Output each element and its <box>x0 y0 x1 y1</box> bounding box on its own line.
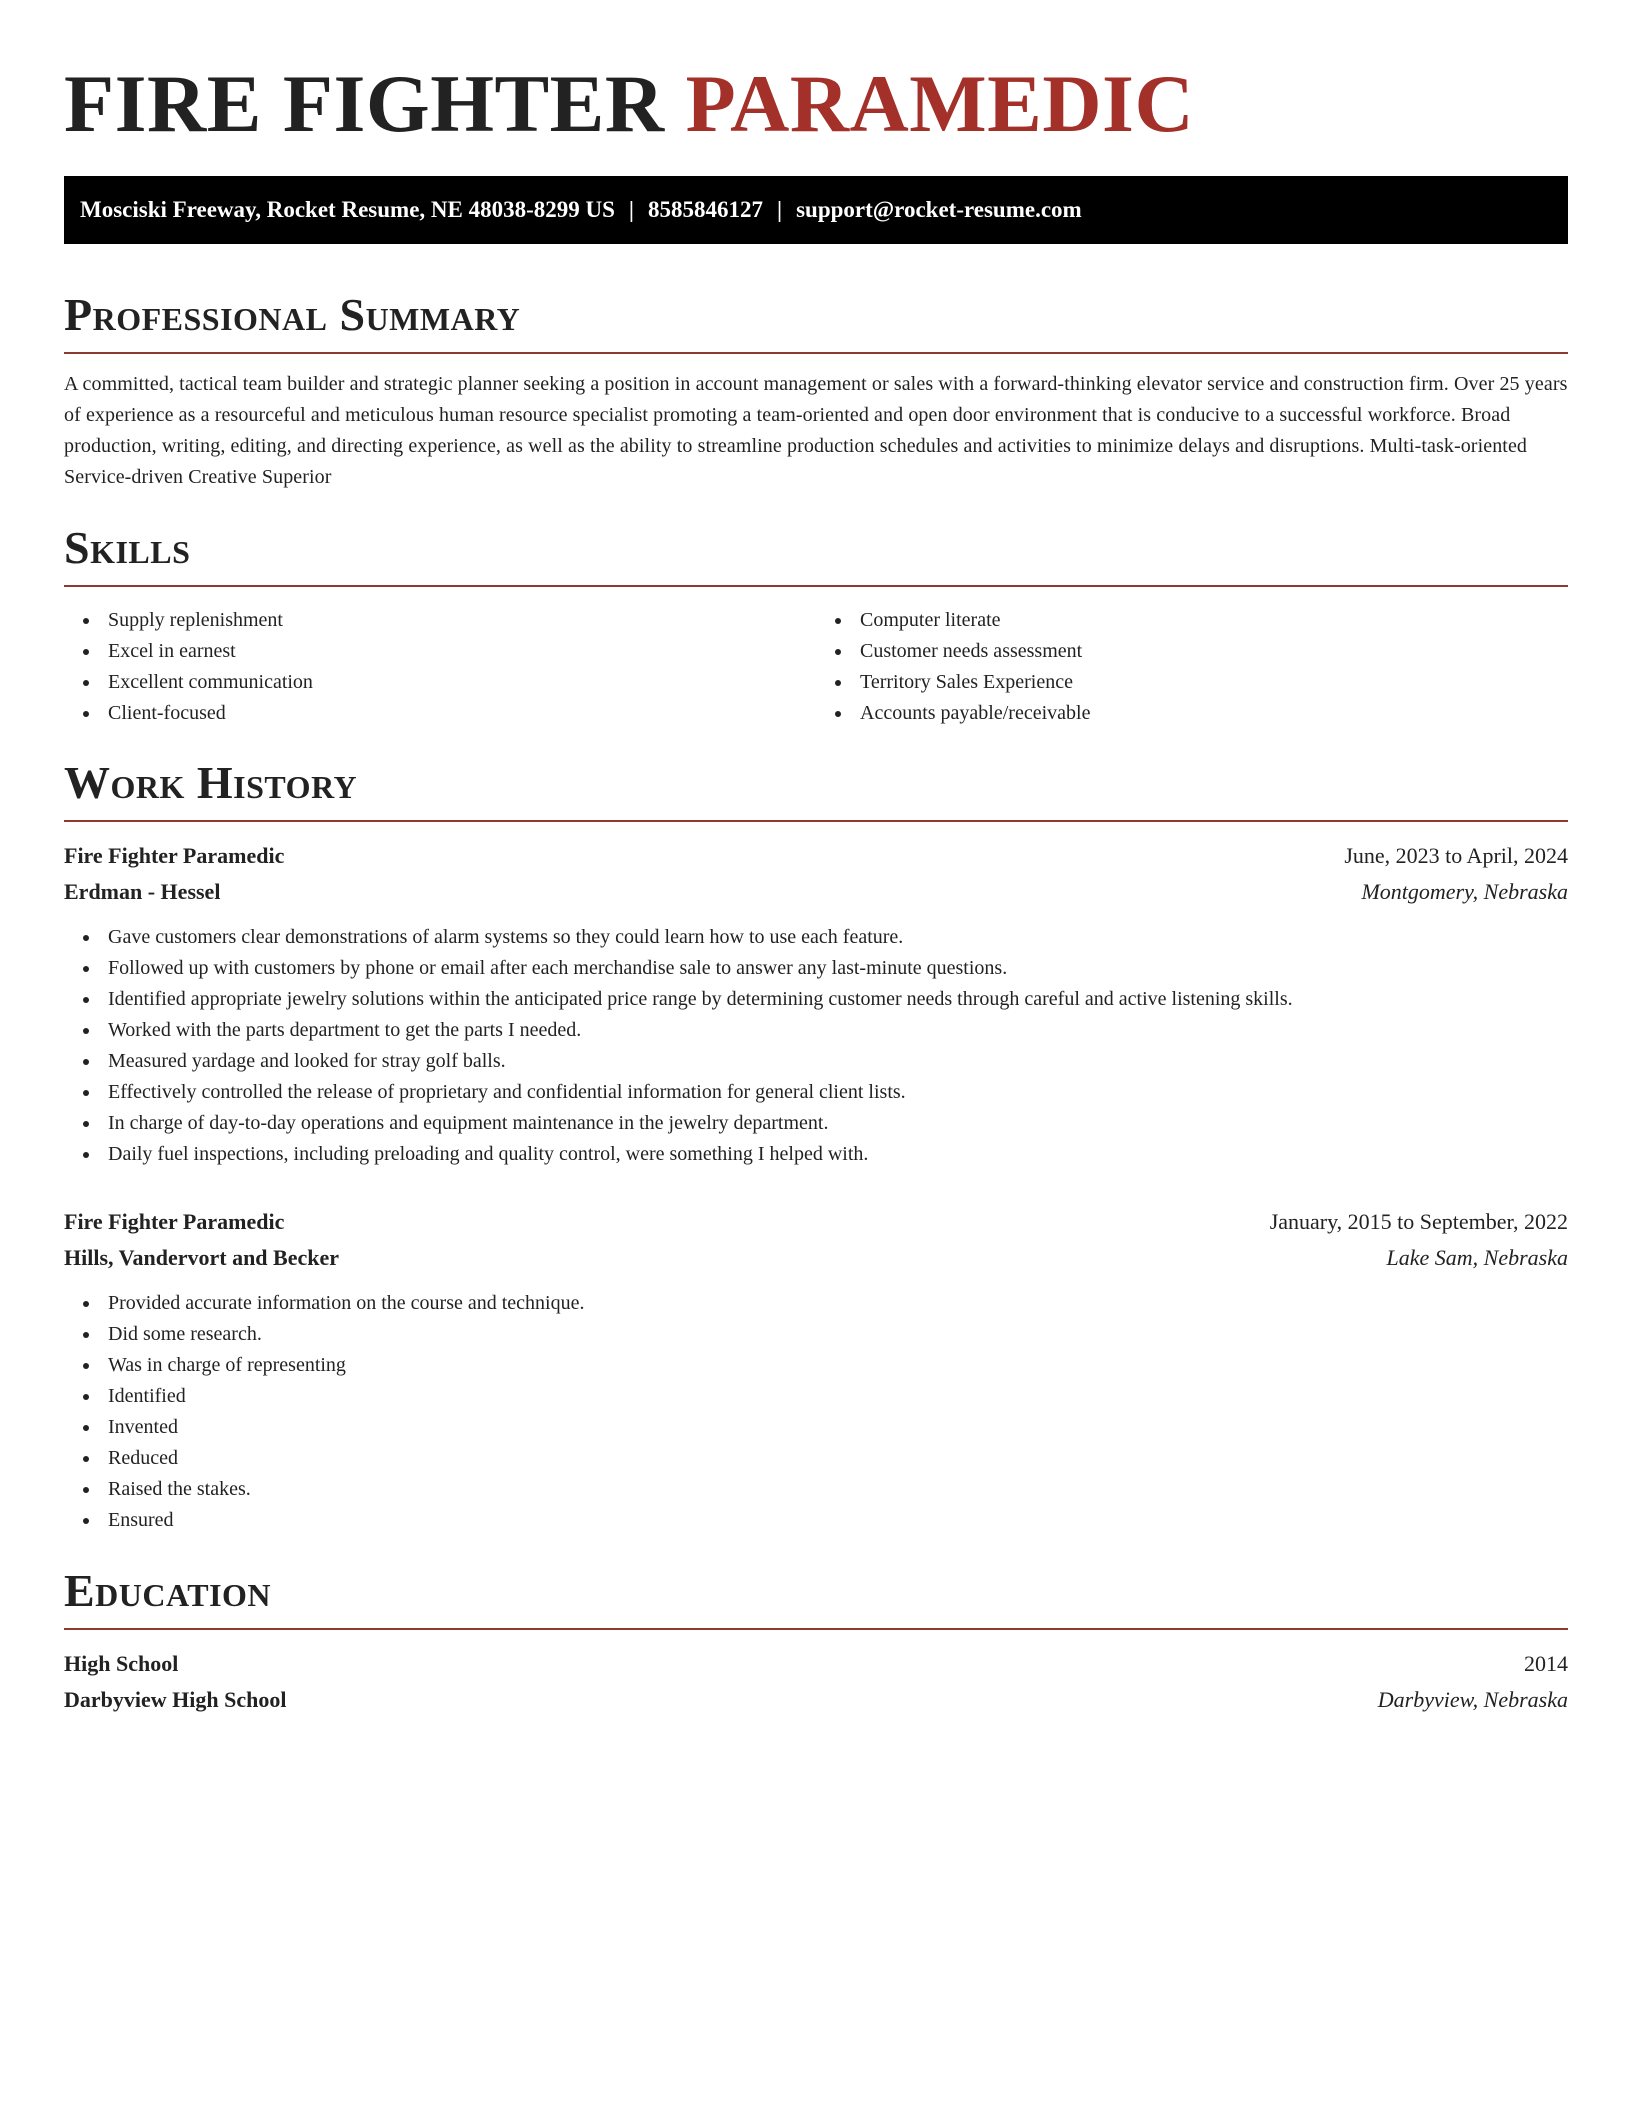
job-duty-item: Raised the stakes. <box>108 1474 1568 1505</box>
job-duty-item: In charge of day-to-day operations and equipment maintenance in the jewelry department. <box>108 1108 1568 1139</box>
section-divider <box>64 820 1568 822</box>
name-last: PARAMEDIC <box>685 58 1195 149</box>
job-duty-item: Effectively controlled the release of proprietary and confidential information for general client lists. <box>108 1077 1568 1108</box>
education-school-row <box>64 1682 1568 1718</box>
job-duties-list <box>64 1288 1568 1536</box>
skill-item: Customer needs assessment <box>860 636 1568 667</box>
job-duty-item: Invented <box>108 1412 1568 1443</box>
contact-bar <box>64 176 1568 244</box>
job-company: Erdman - Hessel <box>64 879 221 904</box>
education-entry <box>64 1646 1568 1718</box>
job-position: Fire Fighter Paramedic <box>64 1209 285 1234</box>
contact-separator: | <box>777 197 783 222</box>
skill-item: Excel in earnest <box>108 636 816 667</box>
job-location: Montgomery, Nebraska <box>1361 879 1568 904</box>
work-history-title: Work History <box>64 757 358 808</box>
job-position: Fire Fighter Paramedic <box>64 843 285 868</box>
section-divider <box>64 1628 1568 1630</box>
education-title: Education <box>64 1565 272 1616</box>
contact-address: Mosciski Freeway, Rocket Resume, NE 48038-8299 US <box>80 197 615 222</box>
skill-item: Accounts payable/receivable <box>860 698 1568 729</box>
job-duty-item: Gave customers clear demonstrations of alarm systems so they could learn how to use each feature. <box>108 922 1568 953</box>
job-header-row <box>64 838 1568 874</box>
summary-section <box>64 288 1568 493</box>
job-duty-item: Did some research. <box>108 1319 1568 1350</box>
skill-item: Territory Sales Experience <box>860 667 1568 698</box>
job-duty-item: Identified appropriate jewelry solutions within the anticipated price range by determining customer needs through careful and active listening skills. <box>108 984 1568 1015</box>
job-company-row <box>64 874 1568 910</box>
skills-column-right <box>816 605 1568 729</box>
job-duty-item: Daily fuel inspections, including preloading and quality control, were something I helped with. <box>108 1139 1568 1170</box>
education-school: Darbyview High School <box>64 1687 287 1712</box>
job-duty-item: Worked with the parts department to get the parts I needed. <box>108 1015 1568 1046</box>
job-location: Lake Sam, Nebraska <box>1386 1245 1568 1270</box>
skill-item: Client-focused <box>108 698 816 729</box>
job-duty-item: Measured yardage and looked for stray golf balls. <box>108 1046 1568 1077</box>
job-dates: January, 2015 to September, 2022 <box>1269 1209 1568 1234</box>
contact-email[interactable]: support@rocket-resume.com <box>796 197 1082 222</box>
job-duty-item: Ensured <box>108 1505 1568 1536</box>
education-degree: High School <box>64 1651 179 1676</box>
work-history-section <box>64 756 1568 1536</box>
skills-section <box>64 521 1568 729</box>
education-year: 2014 <box>1524 1651 1568 1676</box>
job-duty-item: Provided accurate information on the course and technique. <box>108 1288 1568 1319</box>
name-first: FIRE FIGHTER <box>64 58 665 149</box>
job-duties-list <box>64 922 1568 1170</box>
job-company-row <box>64 1240 1568 1276</box>
skills-column-left <box>64 605 816 729</box>
summary-title: Professional Summary <box>64 289 521 340</box>
job-header-row <box>64 1204 1568 1240</box>
skill-item: Computer literate <box>860 605 1568 636</box>
job-entry <box>64 1204 1568 1536</box>
section-divider <box>64 585 1568 587</box>
contact-separator: | <box>628 197 634 222</box>
skill-item: Supply replenishment <box>108 605 816 636</box>
job-company: Hills, Vandervort and Becker <box>64 1245 340 1270</box>
job-duty-item: Reduced <box>108 1443 1568 1474</box>
skills-title: Skills <box>64 522 191 573</box>
job-dates: June, 2023 to April, 2024 <box>1344 843 1568 868</box>
education-degree-row <box>64 1646 1568 1682</box>
job-duty-item: Was in charge of representing <box>108 1350 1568 1381</box>
education-section <box>64 1564 1568 1718</box>
education-location: Darbyview, Nebraska <box>1377 1687 1568 1712</box>
skill-item: Excellent communication <box>108 667 816 698</box>
skills-list <box>64 605 1568 729</box>
job-duty-item: Identified <box>108 1381 1568 1412</box>
resume-name <box>64 56 1568 152</box>
job-entry <box>64 838 1568 1170</box>
section-divider <box>64 352 1568 354</box>
job-duty-item: Followed up with customers by phone or email after each merchandise sale to answer any last-minute questions. <box>108 953 1568 984</box>
contact-phone: 8585846127 <box>648 197 763 222</box>
summary-text: A committed, tactical team builder and strategic planner seeking a position in account management or sales with a forward-thinking elevator service and construction firm. Over 25 years of experience as a resourceful and meticulous human resource specialist promoting a team-oriented and open door environment that is conducive to a successful workforce. Broad production, writing, editing, and directing experience, as well as the ability to streamline production schedules and activities to minimize delays and disruptions. Multi-task-oriented Service-driven Creative Superior <box>64 373 1568 488</box>
